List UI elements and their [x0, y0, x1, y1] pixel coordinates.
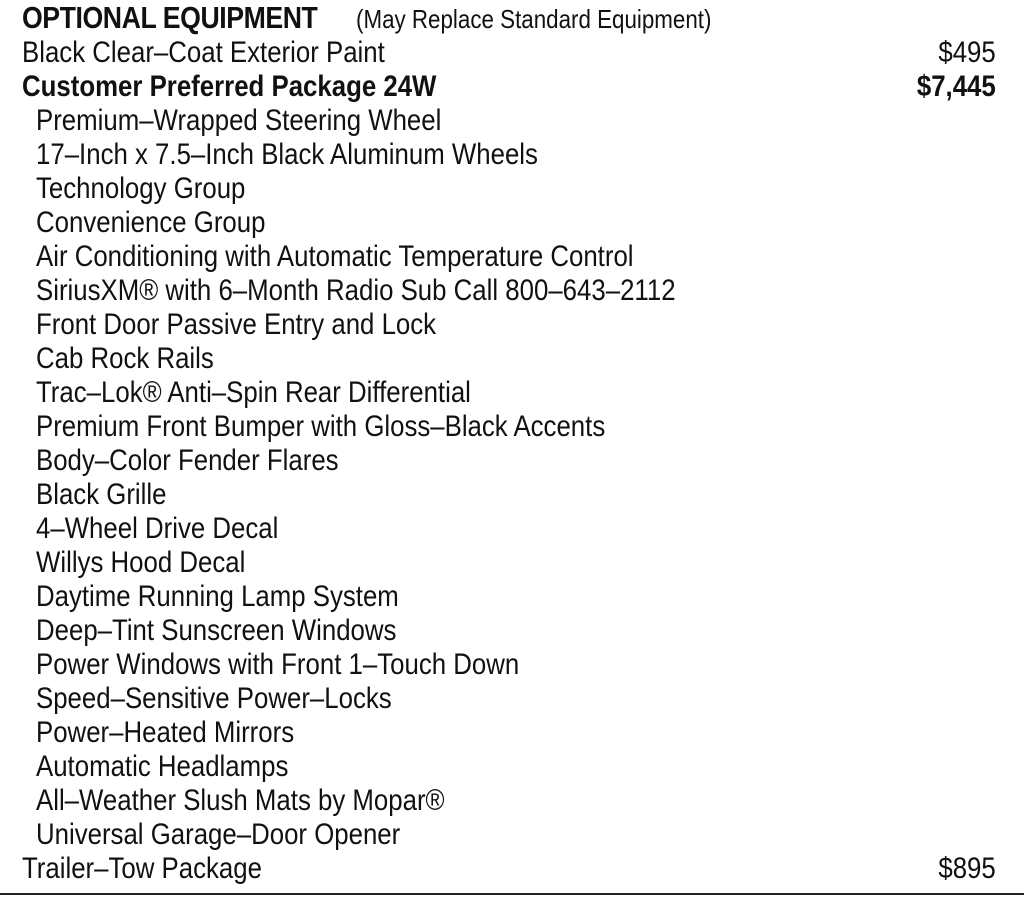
package-item-label: Technology Group	[36, 172, 246, 205]
optional-equipment-section	[22, 0, 996, 886]
package-item-label: Willys Hood Decal	[36, 546, 246, 579]
package-item-label: Power Windows with Front 1–Touch Down	[36, 648, 520, 681]
package-item	[22, 206, 996, 240]
package-item	[22, 580, 996, 614]
section-header	[22, 0, 996, 36]
package-item	[22, 444, 996, 478]
package-item	[22, 478, 996, 512]
package-item	[22, 104, 996, 138]
option-row-package	[22, 70, 996, 104]
package-item-label: Trac–Lok® Anti–Spin Rear Differential	[36, 376, 471, 409]
bottom-divider	[0, 893, 1024, 895]
package-item-label: Power–Heated Mirrors	[36, 716, 295, 749]
package-item-label: Deep–Tint Sunscreen Windows	[36, 614, 397, 647]
package-item	[22, 716, 996, 750]
package-item	[22, 512, 996, 546]
option-price: $895	[938, 852, 996, 885]
option-row-trailer-tow	[22, 852, 996, 886]
package-item-label: Front Door Passive Entry and Lock	[36, 308, 437, 341]
option-label: Customer Preferred Package 24W	[22, 70, 437, 103]
package-item	[22, 410, 996, 444]
option-label: Black Clear–Coat Exterior Paint	[22, 36, 385, 69]
package-item	[22, 818, 996, 852]
package-item	[22, 750, 996, 784]
package-item	[22, 274, 996, 308]
package-item-label: Premium–Wrapped Steering Wheel	[36, 104, 442, 137]
package-item-label: Convenience Group	[36, 206, 266, 239]
package-item	[22, 614, 996, 648]
package-item-label: Air Conditioning with Automatic Temperature Control	[36, 240, 634, 273]
package-item-label: All–Weather Slush Mats by Mopar®	[36, 784, 445, 817]
option-label: Trailer–Tow Package	[22, 852, 262, 885]
option-row-paint	[22, 36, 996, 70]
package-item-label: Cab Rock Rails	[36, 342, 214, 375]
package-item	[22, 172, 996, 206]
package-item-label: Speed–Sensitive Power–Locks	[36, 682, 392, 715]
package-item	[22, 138, 996, 172]
package-item	[22, 546, 996, 580]
package-item-label: Body–Color Fender Flares	[36, 444, 339, 477]
package-item	[22, 648, 996, 682]
package-item	[22, 308, 996, 342]
package-item	[22, 342, 996, 376]
package-item-label: SiriusXM® with 6–Month Radio Sub Call 800–643–2112	[36, 274, 676, 307]
section-title: OPTIONAL EQUIPMENT	[22, 0, 318, 35]
section-note: (May Replace Standard Equipment)	[355, 4, 711, 34]
package-item-label: 4–Wheel Drive Decal	[36, 512, 279, 545]
package-item-label: Automatic Headlamps	[36, 750, 289, 783]
package-item	[22, 240, 996, 274]
package-item-label: 17–Inch x 7.5–Inch Black Aluminum Wheels	[36, 138, 538, 171]
package-item-label: Premium Front Bumper with Gloss–Black Accents	[36, 410, 606, 443]
package-item-label: Black Grille	[36, 478, 167, 511]
package-item	[22, 376, 996, 410]
option-price: $7,445	[917, 70, 996, 103]
package-item-label: Daytime Running Lamp System	[36, 580, 399, 613]
option-price: $495	[938, 36, 996, 69]
package-item	[22, 682, 996, 716]
package-contents-list	[22, 104, 996, 852]
package-item	[22, 784, 996, 818]
package-item-label: Universal Garage–Door Opener	[36, 818, 401, 851]
